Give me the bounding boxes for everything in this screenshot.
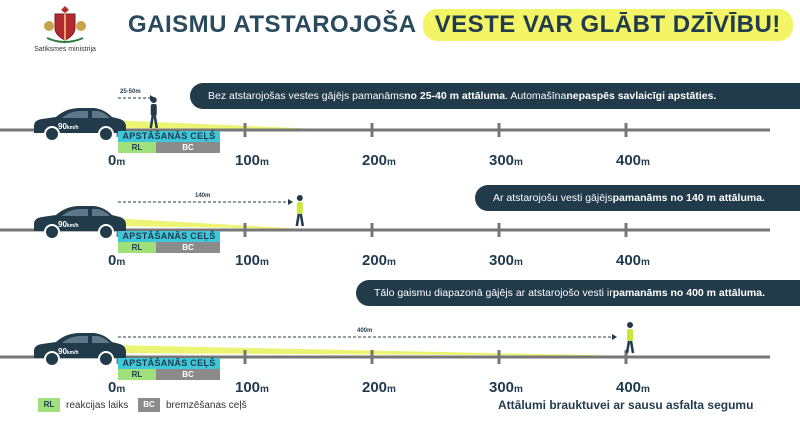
tick-label bbox=[489, 252, 523, 269]
car-icon bbox=[34, 108, 126, 141]
reaction-segment: RL bbox=[118, 242, 156, 253]
callout-bold: nepaspēs savlaicīgi apstāties. bbox=[566, 90, 717, 102]
tick-value: 0 bbox=[108, 379, 117, 396]
bottom-note: Attālumi brauktuvei ar sausu asfalta segumu bbox=[498, 398, 754, 412]
tick-unit: m bbox=[260, 157, 269, 168]
tick-value: 100 bbox=[235, 152, 261, 169]
distance-label: 140m bbox=[195, 193, 211, 199]
callout-text: Bez atstarojošas vestes gājējs pamanāms bbox=[208, 90, 405, 102]
tick-unit: m bbox=[514, 157, 523, 168]
tick-unit: m bbox=[116, 157, 126, 168]
coat-of-arms-icon bbox=[43, 4, 87, 44]
speed-value: 90km/h bbox=[58, 220, 79, 229]
title-main: GAISMU ATSTAROJOŠA bbox=[128, 11, 417, 38]
speed-value: 90km/h bbox=[58, 347, 79, 356]
pedestrian-with-vest-icon bbox=[297, 195, 303, 226]
tick-value: 400 bbox=[616, 152, 642, 169]
tick-value: 300 bbox=[489, 379, 515, 396]
pedestrian-with-vest-icon bbox=[627, 322, 633, 353]
tick-label bbox=[616, 379, 650, 396]
legend-rl-text: reakcijas laiks bbox=[66, 399, 129, 411]
logo-caption: Satiksmes ministrija bbox=[34, 46, 96, 53]
tick-label bbox=[616, 252, 650, 269]
braking-segment: BC bbox=[156, 242, 220, 253]
tick-label bbox=[362, 379, 396, 396]
tick-unit: m bbox=[641, 257, 650, 268]
tick-unit: m bbox=[387, 157, 396, 168]
tick-label bbox=[108, 252, 125, 269]
reaction-segment: RL bbox=[118, 369, 156, 380]
tick-label bbox=[108, 152, 125, 169]
stopping-distance-bar bbox=[118, 131, 220, 153]
distance-label: 400m bbox=[357, 328, 373, 334]
tick-value: 200 bbox=[362, 152, 388, 169]
tick-value: 400 bbox=[616, 379, 642, 396]
tick-unit: m bbox=[116, 257, 126, 268]
stopping-title: APSTĀŠANĀS CEĻŠ bbox=[118, 131, 220, 142]
tick-unit: m bbox=[641, 384, 650, 395]
stopping-title: APSTĀŠANĀS CEĻŠ bbox=[118, 358, 220, 369]
callout-bold: pamanāms no 400 m attāluma. bbox=[612, 287, 766, 299]
braking-segment: BC bbox=[156, 369, 220, 380]
tick-label bbox=[489, 379, 523, 396]
callout-bold: no 25-40 m attāluma bbox=[404, 90, 506, 102]
callout-text: Tālo gaismu diapazonā gājējs ar atstarojošo vesti ir bbox=[374, 287, 613, 299]
tick-value: 400 bbox=[616, 252, 642, 269]
callout-bold: pamanāms no 140 m attāluma. bbox=[612, 192, 765, 204]
speed-unit: km/h bbox=[66, 125, 79, 131]
tick-label bbox=[489, 152, 523, 169]
stopping-segments bbox=[118, 242, 220, 253]
tick-unit: m bbox=[514, 384, 523, 395]
tick-unit: m bbox=[116, 384, 126, 395]
car-icon bbox=[34, 333, 126, 366]
tick-unit: m bbox=[387, 384, 396, 395]
reaction-segment: RL bbox=[118, 142, 156, 153]
stopping-segments bbox=[118, 369, 220, 380]
tick-value: 100 bbox=[235, 252, 261, 269]
tick-unit: m bbox=[260, 384, 269, 395]
scenario-2 bbox=[0, 188, 800, 308]
title-highlight: VESTE VAR GLĀBT DZĪVĪBU! bbox=[423, 9, 793, 41]
tick-value: 200 bbox=[362, 379, 388, 396]
tick-label bbox=[235, 379, 269, 396]
tick-value: 0 bbox=[108, 152, 117, 169]
speed-value: 90km/h bbox=[58, 122, 79, 131]
tick-label bbox=[362, 152, 396, 169]
stopping-title: APSTĀŠANĀS CEĻŠ bbox=[118, 231, 220, 242]
car-icon bbox=[34, 206, 126, 239]
tick-label bbox=[362, 252, 396, 269]
tick-unit: m bbox=[260, 257, 269, 268]
speed-unit: km/h bbox=[66, 350, 79, 356]
tick-value: 300 bbox=[489, 152, 515, 169]
legend-bc-text: bremzēšanas ceļš bbox=[166, 399, 247, 411]
ministry-logo bbox=[20, 4, 110, 60]
tick-label bbox=[108, 379, 125, 396]
tick-label bbox=[235, 152, 269, 169]
headlight-beam bbox=[108, 120, 320, 129]
callout-text: Ar atstarojošu vesti gājējs bbox=[493, 192, 613, 204]
legend-bc-badge: BC bbox=[138, 398, 160, 412]
tick-value: 300 bbox=[489, 252, 515, 269]
legend-rl-badge: RL bbox=[38, 398, 60, 412]
braking-segment: BC bbox=[156, 142, 220, 153]
headlight-beam bbox=[108, 218, 306, 229]
tick-value: 200 bbox=[362, 252, 388, 269]
stopping-distance-bar bbox=[118, 358, 220, 380]
tick-value: 100 bbox=[235, 379, 261, 396]
speed-unit: km/h bbox=[66, 223, 79, 229]
tick-unit: m bbox=[514, 257, 523, 268]
tick-unit: m bbox=[387, 257, 396, 268]
tick-unit: m bbox=[641, 157, 650, 168]
stopping-segments bbox=[118, 142, 220, 153]
stopping-distance-bar bbox=[118, 231, 220, 253]
distance-label: 25-50m bbox=[120, 89, 141, 95]
page-title bbox=[128, 8, 793, 42]
tick-label bbox=[616, 152, 650, 169]
callout-text: . Automašīna bbox=[505, 90, 567, 102]
tick-label bbox=[235, 252, 269, 269]
tick-value: 0 bbox=[108, 252, 117, 269]
